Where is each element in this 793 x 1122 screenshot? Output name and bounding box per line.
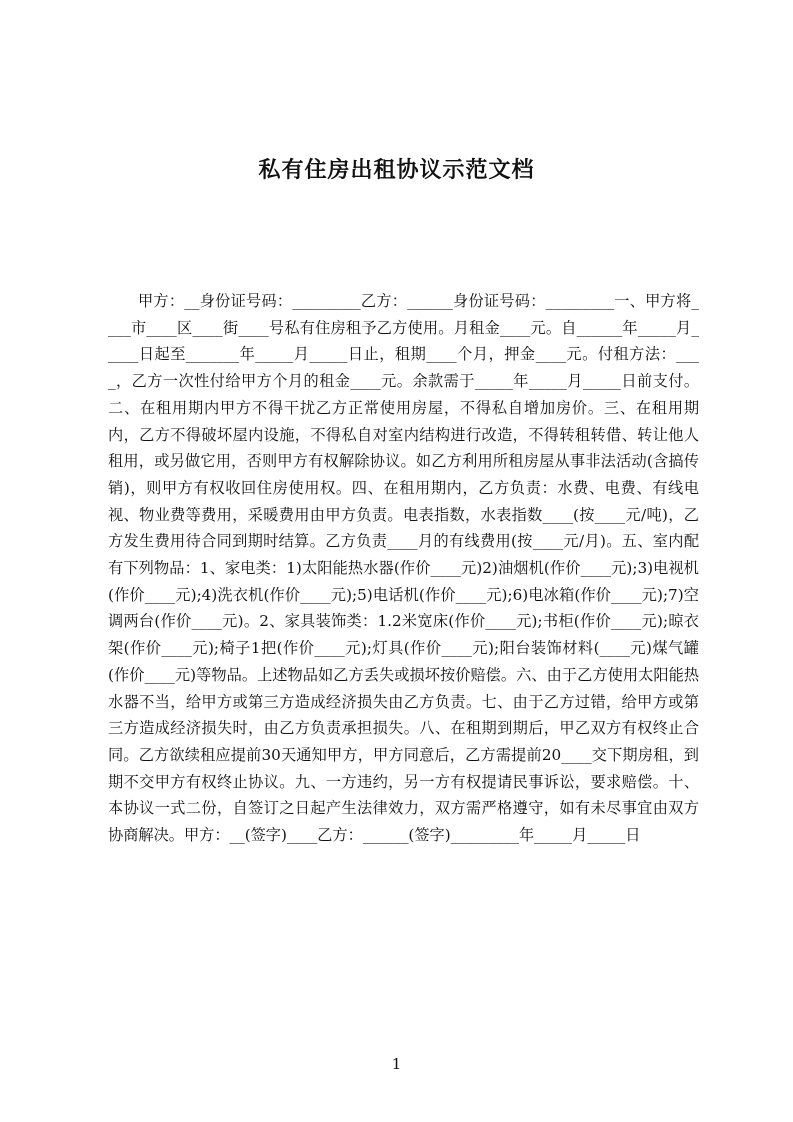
clause-7-tenant-fault: 七、由于乙方过错，给甲方或第三方造成经济损失时，由乙方负责承担损失。 xyxy=(108,692,699,738)
clause-6-water-heater: 六、由于乙方使用太阳能热水器不当，给甲方或第三方造成经济损失由乙方负责。 xyxy=(108,665,700,711)
clause-5-furnishings: 五、室内配有下列物品：1、家电类：1)太阳能热水器(作价____元)2)油烟机(作价____元);3)电视机(作价____元);4)洗衣机(作价____元);5)电话机(作价____元);6)电冰箱(作价____元);7)空调两台(作价____元)。2、家具装饰类：1.2米宽床(作价____元);书柜(作价____元);晾衣架(作价____元);椅子1把(作价____元);灯具(作价____元);阳台装饰材料(____元)煤气罐(作价____元)等物品。上述物品如乙方丢失或损坏按价赔偿。 xyxy=(108,532,700,684)
party-info: 甲方：__身份证号码：_________乙方：______身份证号码：_________ xyxy=(138,292,614,310)
clause-3-tenant-restrictions: 三、在租用期内，乙方不得破坏屋内设施，不得私自对室内结构进行改造，不得转租转借、转让他人租用，或另做它用，否则甲方有权解除协议。如乙方利用所租房屋从事非法活动(含搞传销)，则甲方有权收回住房使用权。 xyxy=(108,398,700,497)
clause-4-fees: 四、在租用期内，乙方负责：水费、电费、有线电视、物业费等费用，采暖费用由甲方负责。电表指数，水表指数____(按____元/吨)，乙方发生费用待合同到期时结算。乙方负责____月的有线费用(按____元/月)。 xyxy=(108,478,699,551)
signature-line: 甲方：__(签字)____乙方：______(签字)_________年_____月_____日 xyxy=(183,826,641,845)
clause-1-lease-terms: 一、甲方将____市____区____街____号私有住房租予乙方使用。月租金____元。自______年_____月_____日起至_______年_____月_____日止，租期____个月，押金____元。 xyxy=(108,292,700,364)
clause-9-breach: 九、一方违约，另一方有权提请民事诉讼，要求赔偿。 xyxy=(294,772,669,791)
clause-8-renewal: 八、在租期到期后，甲乙双方有权终止合同。乙方欲续租应提前30天通知甲方，甲方同意后，乙方需提前20____交下期房租，到期不交甲方有权终止协议。 xyxy=(108,719,699,791)
payment-method: 付租方法：____，乙方一次性付给甲方个月的租金____元。余款需于_____年_____月_____日前支付。 xyxy=(108,345,700,391)
agreement-body xyxy=(108,288,699,849)
document-title: 私有住房出租协议示范文档 xyxy=(258,157,535,183)
clause-2-landlord-obligation: 二、在租用期内甲方不得干扰乙方正常使用房屋，不得私自增加房价。 xyxy=(108,398,604,417)
clause-10-effectiveness: 十、本协议一式二份，自签订之日起产生法律效力，双方需严格遵守，如有未尽事宜由双方协商解决。 xyxy=(108,772,699,845)
page-number: 1 xyxy=(391,1055,402,1073)
